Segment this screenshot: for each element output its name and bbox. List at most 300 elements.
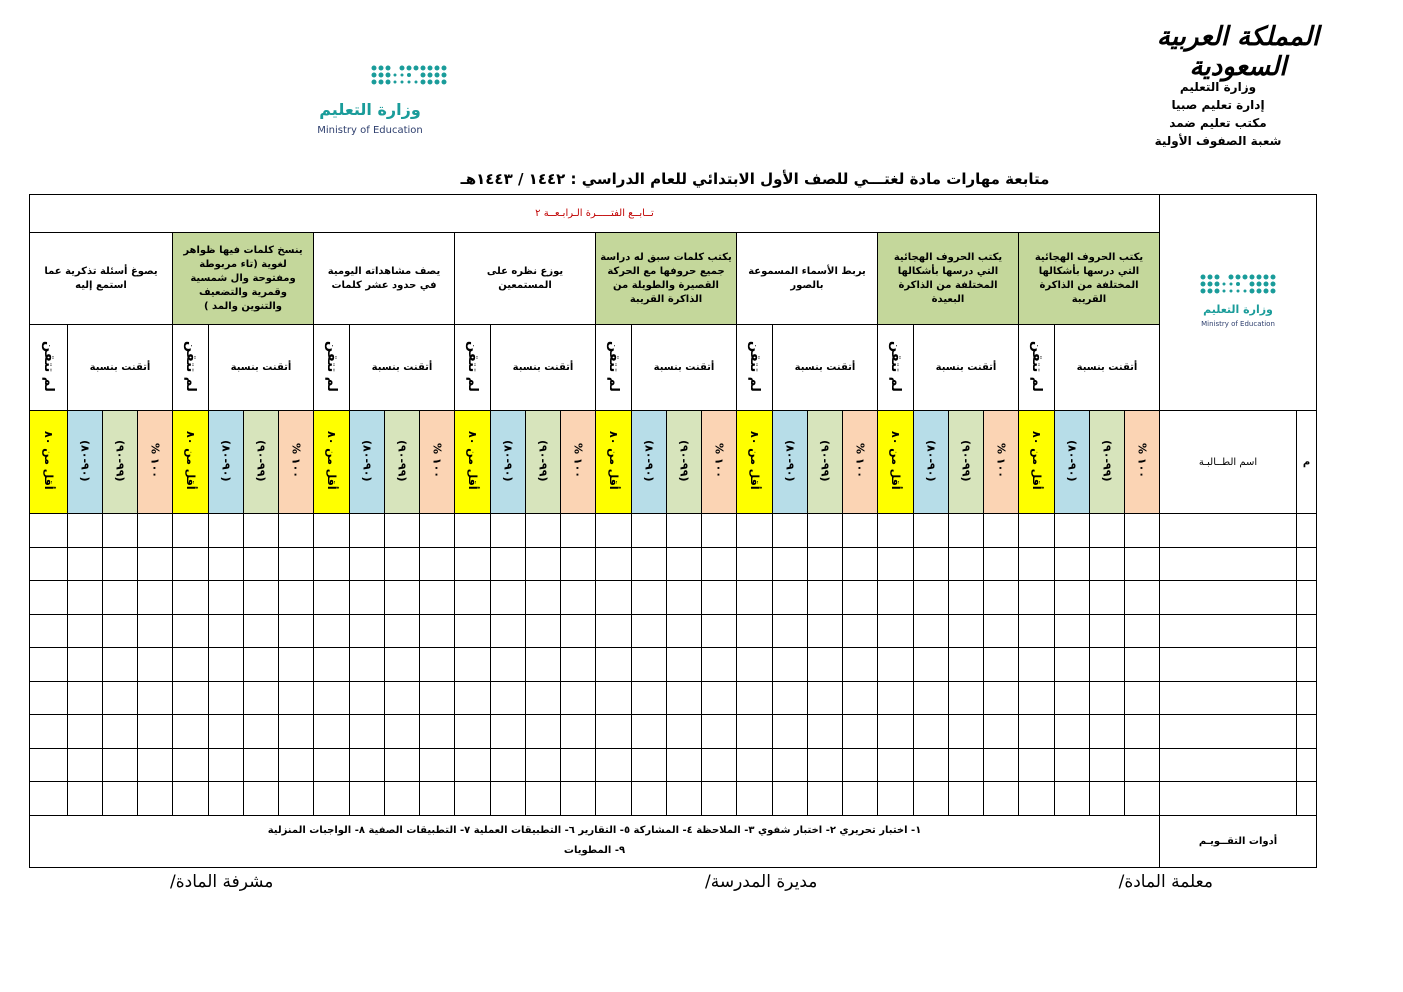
student-row[interactable]	[30, 782, 1317, 816]
score-cell[interactable]	[244, 782, 279, 816]
score-cell[interactable]	[526, 581, 561, 615]
score-cell[interactable]	[878, 715, 914, 749]
score-cell[interactable]	[667, 581, 702, 615]
score-cell[interactable]	[596, 614, 632, 648]
score-cell[interactable]	[878, 581, 914, 615]
score-cell[interactable]	[984, 715, 1019, 749]
student-row[interactable]	[30, 581, 1317, 615]
score-cell[interactable]	[103, 614, 138, 648]
score-cell[interactable]	[561, 715, 596, 749]
score-cell[interactable]	[30, 581, 68, 615]
score-cell[interactable]	[103, 748, 138, 782]
student-row[interactable]	[30, 681, 1317, 715]
score-cell[interactable]	[737, 782, 773, 816]
score-cell[interactable]	[1055, 581, 1090, 615]
row-number-cell[interactable]	[1297, 648, 1317, 682]
score-cell[interactable]	[632, 681, 667, 715]
student-row[interactable]	[30, 648, 1317, 682]
score-cell[interactable]	[914, 514, 949, 548]
score-cell[interactable]	[1090, 715, 1125, 749]
score-cell[interactable]	[773, 581, 808, 615]
score-cell[interactable]	[491, 614, 526, 648]
score-cell[interactable]	[103, 782, 138, 816]
student-name-cell[interactable]	[1160, 782, 1297, 816]
score-cell[interactable]	[491, 547, 526, 581]
score-cell[interactable]	[173, 547, 209, 581]
score-cell[interactable]	[808, 581, 843, 615]
score-cell[interactable]	[984, 614, 1019, 648]
score-cell[interactable]	[667, 648, 702, 682]
score-cell[interactable]	[526, 648, 561, 682]
score-cell[interactable]	[455, 514, 491, 548]
score-cell[interactable]	[561, 514, 596, 548]
score-cell[interactable]	[1125, 681, 1160, 715]
student-row[interactable]	[30, 748, 1317, 782]
score-cell[interactable]	[1019, 581, 1055, 615]
score-cell[interactable]	[878, 614, 914, 648]
score-cell[interactable]	[1125, 715, 1160, 749]
score-cell[interactable]	[843, 514, 878, 548]
score-cell[interactable]	[526, 514, 561, 548]
score-cell[interactable]	[1090, 514, 1125, 548]
score-cell[interactable]	[314, 547, 350, 581]
student-row[interactable]	[30, 514, 1317, 548]
score-cell[interactable]	[350, 581, 385, 615]
score-cell[interactable]	[596, 782, 632, 816]
score-cell[interactable]	[138, 514, 173, 548]
score-cell[interactable]	[68, 514, 103, 548]
score-cell[interactable]	[350, 748, 385, 782]
score-cell[interactable]	[385, 748, 420, 782]
score-cell[interactable]	[878, 681, 914, 715]
score-cell[interactable]	[843, 715, 878, 749]
score-cell[interactable]	[173, 581, 209, 615]
score-cell[interactable]	[173, 514, 209, 548]
score-cell[interactable]	[1019, 614, 1055, 648]
score-cell[interactable]	[949, 782, 984, 816]
score-cell[interactable]	[491, 648, 526, 682]
score-cell[interactable]	[667, 782, 702, 816]
student-name-cell[interactable]	[1160, 547, 1297, 581]
score-cell[interactable]	[103, 514, 138, 548]
score-cell[interactable]	[843, 581, 878, 615]
score-cell[interactable]	[138, 547, 173, 581]
score-cell[interactable]	[279, 614, 314, 648]
score-cell[interactable]	[737, 715, 773, 749]
score-cell[interactable]	[350, 648, 385, 682]
score-cell[interactable]	[596, 514, 632, 548]
score-cell[interactable]	[1090, 581, 1125, 615]
score-cell[interactable]	[30, 614, 68, 648]
student-row[interactable]	[30, 715, 1317, 749]
score-cell[interactable]	[526, 547, 561, 581]
score-cell[interactable]	[209, 782, 244, 816]
score-cell[interactable]	[244, 514, 279, 548]
score-cell[interactable]	[1125, 581, 1160, 615]
score-cell[interactable]	[103, 648, 138, 682]
score-cell[interactable]	[596, 547, 632, 581]
score-cell[interactable]	[526, 715, 561, 749]
score-cell[interactable]	[314, 514, 350, 548]
score-cell[interactable]	[279, 581, 314, 615]
score-cell[interactable]	[914, 782, 949, 816]
score-cell[interactable]	[138, 782, 173, 816]
score-cell[interactable]	[632, 514, 667, 548]
score-cell[interactable]	[773, 748, 808, 782]
score-cell[interactable]	[385, 547, 420, 581]
score-cell[interactable]	[30, 681, 68, 715]
student-name-cell[interactable]	[1160, 648, 1297, 682]
score-cell[interactable]	[350, 681, 385, 715]
score-cell[interactable]	[1125, 782, 1160, 816]
score-cell[interactable]	[773, 681, 808, 715]
score-cell[interactable]	[30, 782, 68, 816]
score-cell[interactable]	[808, 782, 843, 816]
score-cell[interactable]	[103, 547, 138, 581]
score-cell[interactable]	[244, 715, 279, 749]
score-cell[interactable]	[561, 748, 596, 782]
score-cell[interactable]	[737, 748, 773, 782]
score-cell[interactable]	[455, 614, 491, 648]
score-cell[interactable]	[314, 648, 350, 682]
score-cell[interactable]	[385, 681, 420, 715]
score-cell[interactable]	[68, 681, 103, 715]
score-cell[interactable]	[1090, 547, 1125, 581]
score-cell[interactable]	[737, 648, 773, 682]
score-cell[interactable]	[667, 547, 702, 581]
score-cell[interactable]	[30, 715, 68, 749]
score-cell[interactable]	[1019, 514, 1055, 548]
score-cell[interactable]	[1055, 715, 1090, 749]
score-cell[interactable]	[737, 614, 773, 648]
score-cell[interactable]	[526, 614, 561, 648]
score-cell[interactable]	[314, 614, 350, 648]
score-cell[interactable]	[667, 715, 702, 749]
score-cell[interactable]	[808, 681, 843, 715]
row-number-cell[interactable]	[1297, 581, 1317, 615]
score-cell[interactable]	[455, 648, 491, 682]
score-cell[interactable]	[773, 648, 808, 682]
score-cell[interactable]	[420, 514, 455, 548]
score-cell[interactable]	[209, 514, 244, 548]
score-cell[interactable]	[667, 514, 702, 548]
score-cell[interactable]	[30, 514, 68, 548]
score-cell[interactable]	[279, 547, 314, 581]
score-cell[interactable]	[984, 648, 1019, 682]
row-number-cell[interactable]	[1297, 782, 1317, 816]
score-cell[interactable]	[385, 715, 420, 749]
score-cell[interactable]	[244, 748, 279, 782]
student-name-cell[interactable]	[1160, 514, 1297, 548]
score-cell[interactable]	[667, 614, 702, 648]
score-cell[interactable]	[173, 681, 209, 715]
score-cell[interactable]	[1125, 748, 1160, 782]
score-cell[interactable]	[173, 648, 209, 682]
score-cell[interactable]	[808, 614, 843, 648]
score-cell[interactable]	[1055, 514, 1090, 548]
score-cell[interactable]	[279, 715, 314, 749]
score-cell[interactable]	[914, 614, 949, 648]
score-cell[interactable]	[773, 514, 808, 548]
score-cell[interactable]	[350, 715, 385, 749]
score-cell[interactable]	[420, 547, 455, 581]
row-number-cell[interactable]	[1297, 681, 1317, 715]
score-cell[interactable]	[420, 782, 455, 816]
score-cell[interactable]	[878, 648, 914, 682]
score-cell[interactable]	[702, 547, 737, 581]
score-cell[interactable]	[385, 581, 420, 615]
score-cell[interactable]	[702, 715, 737, 749]
row-number-cell[interactable]	[1297, 715, 1317, 749]
score-cell[interactable]	[737, 547, 773, 581]
score-cell[interactable]	[949, 648, 984, 682]
score-cell[interactable]	[173, 782, 209, 816]
score-cell[interactable]	[209, 648, 244, 682]
score-cell[interactable]	[737, 514, 773, 548]
score-cell[interactable]	[808, 715, 843, 749]
score-cell[interactable]	[1090, 681, 1125, 715]
score-cell[interactable]	[244, 614, 279, 648]
score-cell[interactable]	[138, 648, 173, 682]
score-cell[interactable]	[914, 681, 949, 715]
score-cell[interactable]	[314, 715, 350, 749]
score-cell[interactable]	[103, 681, 138, 715]
score-cell[interactable]	[420, 715, 455, 749]
score-cell[interactable]	[30, 547, 68, 581]
score-cell[interactable]	[420, 581, 455, 615]
score-cell[interactable]	[103, 581, 138, 615]
score-cell[interactable]	[1019, 681, 1055, 715]
score-cell[interactable]	[878, 547, 914, 581]
score-cell[interactable]	[491, 681, 526, 715]
score-cell[interactable]	[138, 748, 173, 782]
score-cell[interactable]	[491, 581, 526, 615]
score-cell[interactable]	[596, 715, 632, 749]
score-cell[interactable]	[209, 748, 244, 782]
score-cell[interactable]	[702, 681, 737, 715]
score-cell[interactable]	[279, 648, 314, 682]
student-row[interactable]	[30, 614, 1317, 648]
score-cell[interactable]	[173, 715, 209, 749]
score-cell[interactable]	[843, 614, 878, 648]
score-cell[interactable]	[878, 782, 914, 816]
score-cell[interactable]	[68, 748, 103, 782]
score-cell[interactable]	[138, 715, 173, 749]
score-cell[interactable]	[350, 782, 385, 816]
score-cell[interactable]	[209, 581, 244, 615]
score-cell[interactable]	[702, 748, 737, 782]
score-cell[interactable]	[491, 782, 526, 816]
score-cell[interactable]	[949, 581, 984, 615]
score-cell[interactable]	[878, 514, 914, 548]
score-cell[interactable]	[596, 748, 632, 782]
score-cell[interactable]	[1125, 648, 1160, 682]
score-cell[interactable]	[1055, 614, 1090, 648]
score-cell[interactable]	[914, 748, 949, 782]
score-cell[interactable]	[455, 748, 491, 782]
score-cell[interactable]	[385, 648, 420, 682]
score-cell[interactable]	[984, 547, 1019, 581]
score-cell[interactable]	[773, 547, 808, 581]
score-cell[interactable]	[632, 648, 667, 682]
score-cell[interactable]	[68, 648, 103, 682]
score-cell[interactable]	[632, 715, 667, 749]
score-cell[interactable]	[68, 782, 103, 816]
score-cell[interactable]	[914, 648, 949, 682]
score-cell[interactable]	[173, 614, 209, 648]
row-number-cell[interactable]	[1297, 547, 1317, 581]
score-cell[interactable]	[209, 715, 244, 749]
score-cell[interactable]	[808, 748, 843, 782]
score-cell[interactable]	[30, 648, 68, 682]
score-cell[interactable]	[632, 581, 667, 615]
score-cell[interactable]	[209, 681, 244, 715]
score-cell[interactable]	[949, 681, 984, 715]
score-cell[interactable]	[702, 648, 737, 682]
score-cell[interactable]	[279, 748, 314, 782]
score-cell[interactable]	[1055, 648, 1090, 682]
score-cell[interactable]	[561, 547, 596, 581]
score-cell[interactable]	[103, 715, 138, 749]
score-cell[interactable]	[385, 514, 420, 548]
score-cell[interactable]	[596, 581, 632, 615]
score-cell[interactable]	[561, 614, 596, 648]
score-cell[interactable]	[350, 514, 385, 548]
score-cell[interactable]	[314, 681, 350, 715]
score-cell[interactable]	[914, 715, 949, 749]
score-cell[interactable]	[1055, 748, 1090, 782]
score-cell[interactable]	[843, 782, 878, 816]
score-cell[interactable]	[1019, 715, 1055, 749]
score-cell[interactable]	[209, 614, 244, 648]
score-cell[interactable]	[1055, 547, 1090, 581]
score-cell[interactable]	[808, 648, 843, 682]
score-cell[interactable]	[455, 581, 491, 615]
score-cell[interactable]	[30, 748, 68, 782]
score-cell[interactable]	[702, 581, 737, 615]
score-cell[interactable]	[138, 581, 173, 615]
score-cell[interactable]	[68, 614, 103, 648]
score-cell[interactable]	[420, 614, 455, 648]
score-cell[interactable]	[843, 748, 878, 782]
row-number-cell[interactable]	[1297, 614, 1317, 648]
score-cell[interactable]	[667, 748, 702, 782]
score-cell[interactable]	[314, 748, 350, 782]
score-cell[interactable]	[561, 648, 596, 682]
score-cell[interactable]	[1019, 547, 1055, 581]
score-cell[interactable]	[455, 782, 491, 816]
score-cell[interactable]	[773, 782, 808, 816]
student-name-cell[interactable]	[1160, 715, 1297, 749]
score-cell[interactable]	[632, 547, 667, 581]
score-cell[interactable]	[526, 748, 561, 782]
score-cell[interactable]	[702, 782, 737, 816]
score-cell[interactable]	[1090, 782, 1125, 816]
score-cell[interactable]	[350, 547, 385, 581]
score-cell[interactable]	[632, 748, 667, 782]
score-cell[interactable]	[491, 715, 526, 749]
score-cell[interactable]	[632, 614, 667, 648]
score-cell[interactable]	[1090, 748, 1125, 782]
score-cell[interactable]	[984, 581, 1019, 615]
score-cell[interactable]	[173, 748, 209, 782]
score-cell[interactable]	[1125, 614, 1160, 648]
score-cell[interactable]	[773, 614, 808, 648]
score-cell[interactable]	[737, 681, 773, 715]
student-name-cell[interactable]	[1160, 681, 1297, 715]
score-cell[interactable]	[455, 547, 491, 581]
score-cell[interactable]	[314, 782, 350, 816]
score-cell[interactable]	[279, 681, 314, 715]
score-cell[interactable]	[561, 681, 596, 715]
score-cell[interactable]	[949, 547, 984, 581]
score-cell[interactable]	[702, 614, 737, 648]
score-cell[interactable]	[314, 581, 350, 615]
score-cell[interactable]	[843, 681, 878, 715]
score-cell[interactable]	[984, 681, 1019, 715]
score-cell[interactable]	[949, 748, 984, 782]
score-cell[interactable]	[68, 547, 103, 581]
score-cell[interactable]	[385, 614, 420, 648]
score-cell[interactable]	[420, 748, 455, 782]
score-cell[interactable]	[773, 715, 808, 749]
score-cell[interactable]	[949, 514, 984, 548]
score-cell[interactable]	[1019, 782, 1055, 816]
score-cell[interactable]	[561, 782, 596, 816]
score-cell[interactable]	[596, 681, 632, 715]
score-cell[interactable]	[984, 748, 1019, 782]
score-cell[interactable]	[1090, 614, 1125, 648]
score-cell[interactable]	[1019, 748, 1055, 782]
score-cell[interactable]	[914, 581, 949, 615]
score-cell[interactable]	[843, 547, 878, 581]
score-cell[interactable]	[455, 715, 491, 749]
score-cell[interactable]	[561, 581, 596, 615]
score-cell[interactable]	[1055, 782, 1090, 816]
score-cell[interactable]	[1090, 648, 1125, 682]
score-cell[interactable]	[244, 681, 279, 715]
score-cell[interactable]	[209, 547, 244, 581]
score-cell[interactable]	[843, 648, 878, 682]
score-cell[interactable]	[1125, 514, 1160, 548]
score-cell[interactable]	[526, 681, 561, 715]
score-cell[interactable]	[279, 782, 314, 816]
score-cell[interactable]	[420, 648, 455, 682]
student-name-cell[interactable]	[1160, 614, 1297, 648]
score-cell[interactable]	[350, 614, 385, 648]
score-cell[interactable]	[808, 514, 843, 548]
score-cell[interactable]	[491, 748, 526, 782]
score-cell[interactable]	[596, 648, 632, 682]
score-cell[interactable]	[808, 547, 843, 581]
score-cell[interactable]	[279, 514, 314, 548]
score-cell[interactable]	[737, 581, 773, 615]
score-cell[interactable]	[1055, 681, 1090, 715]
student-name-cell[interactable]	[1160, 581, 1297, 615]
score-cell[interactable]	[1125, 547, 1160, 581]
score-cell[interactable]	[702, 514, 737, 548]
score-cell[interactable]	[667, 681, 702, 715]
score-cell[interactable]	[1019, 648, 1055, 682]
student-row[interactable]	[30, 547, 1317, 581]
score-cell[interactable]	[914, 547, 949, 581]
row-number-cell[interactable]	[1297, 748, 1317, 782]
score-cell[interactable]	[949, 715, 984, 749]
score-cell[interactable]	[385, 782, 420, 816]
score-cell[interactable]	[138, 681, 173, 715]
score-cell[interactable]	[455, 681, 491, 715]
score-cell[interactable]	[949, 614, 984, 648]
